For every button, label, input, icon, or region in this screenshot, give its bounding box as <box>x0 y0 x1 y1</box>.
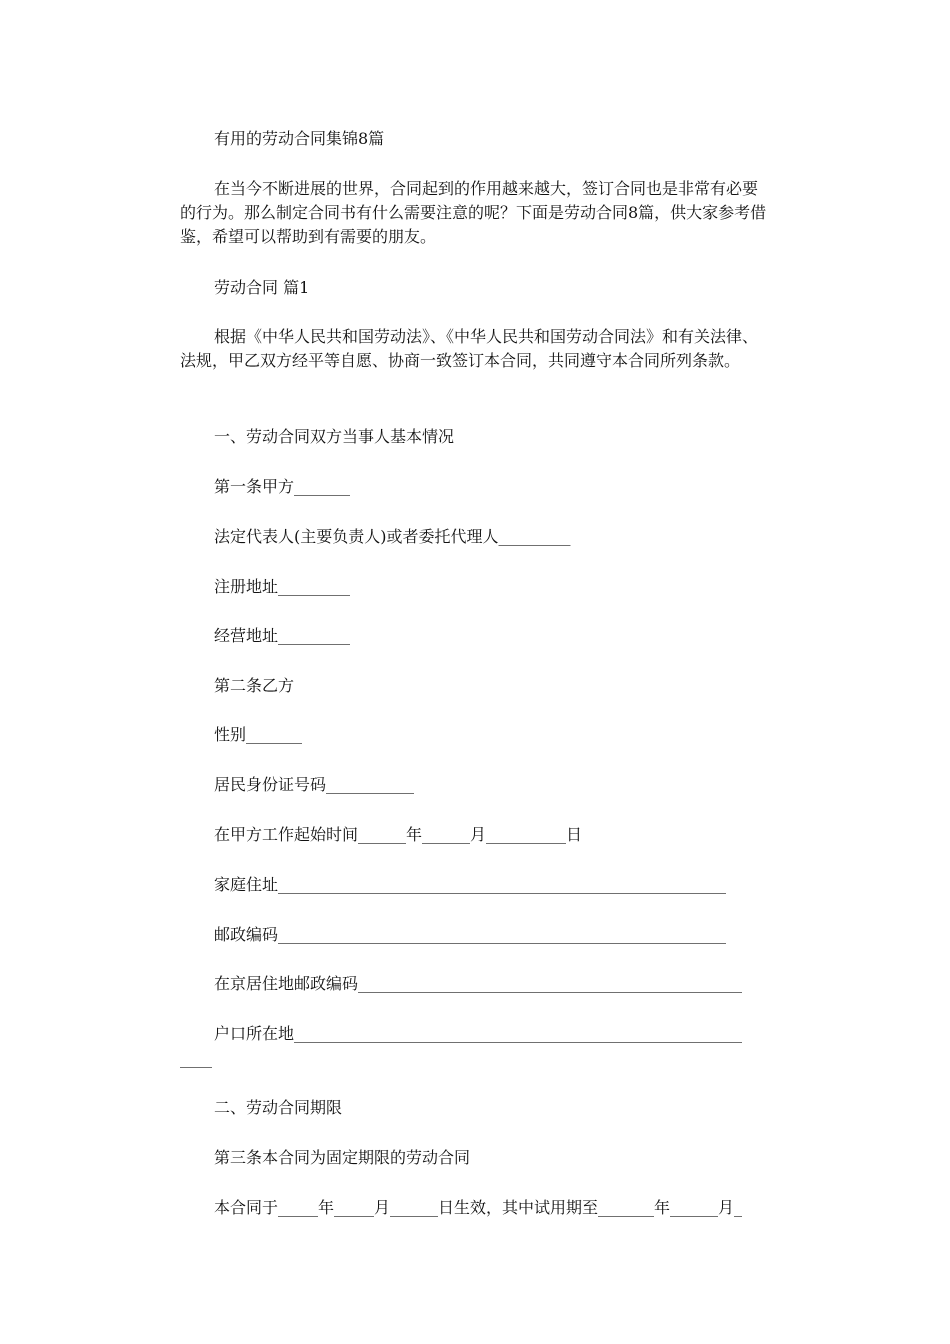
registered-address-field: 注册地址_________ <box>214 577 351 596</box>
postal-code-field: 邮政编码________________________________________________________ <box>214 925 727 944</box>
article3-term: 第三条本合同为固定期限的劳动合同 <box>214 1148 471 1167</box>
intro-text: 在当今不断进展的世界，合同起到的作用越来越大，签订合同也是非常有必要的行为。那么制定合同书有什么需要注意的呢？下面是劳动合同8篇，供大家参考借鉴，希望可以帮助到有需要的朋友。 <box>180 179 767 246</box>
hukou-location-continuation: ____ <box>180 1049 212 1068</box>
effective-date-field: 本合同于_____年_____月______日生效，其中试用期至_______年______月_ <box>214 1198 743 1217</box>
preamble-text: 根据《中华人民共和国劳动法》、《中华人民共和国劳动合同法》和有关法律、法规，甲乙双方经平等自愿、协商一致签订本合同，共同遵守本合同所列条款。 <box>180 327 759 370</box>
legal-representative-field: 法定代表人(主要负责人)或者委托代理人_________ <box>214 527 571 546</box>
id-number-field: 居民身份证号码___________ <box>214 775 415 794</box>
article2-party-b: 第二条乙方 <box>214 676 295 695</box>
beijing-postal-code-field: 在京居住地邮政编码________________________________________________ <box>214 974 743 993</box>
home-address-field: 家庭住址________________________________________________________ <box>214 875 727 894</box>
section-heading: 劳动合同 篇1 <box>214 278 310 297</box>
document-title: 有用的劳动合同集锦8篇 <box>214 129 385 148</box>
start-date-field: 在甲方工作起始时间______年______月__________日 <box>214 825 583 844</box>
intro-paragraph <box>180 177 772 249</box>
hukou-location-field: 户口所在地________________________________________________________ <box>214 1024 743 1043</box>
preamble-paragraph <box>180 325 772 373</box>
part2-heading: 二、劳动合同期限 <box>214 1098 343 1117</box>
part1-heading: 一、劳动合同双方当事人基本情况 <box>214 427 455 446</box>
article1-party-a: 第一条甲方_______ <box>214 477 351 496</box>
gender-field: 性别_______ <box>214 725 303 744</box>
business-address-field: 经营地址_________ <box>214 626 351 645</box>
